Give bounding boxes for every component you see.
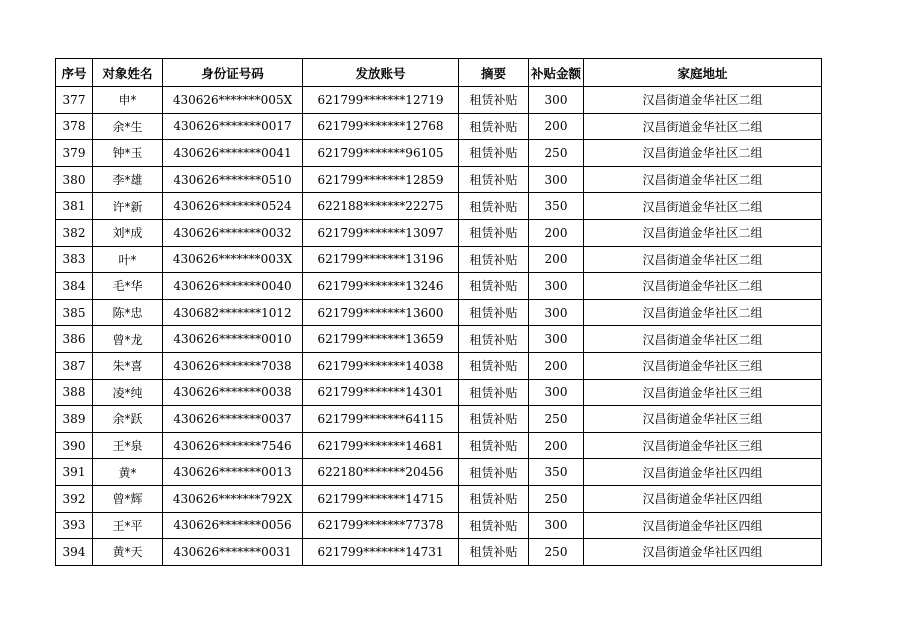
amount-cell: 200: [529, 352, 584, 379]
name-cell: 王*平: [93, 512, 163, 539]
amount-cell: 200: [529, 113, 584, 140]
amount-cell: 350: [529, 459, 584, 486]
seq-cell: 382: [56, 219, 93, 246]
summary-cell: 租赁补贴: [459, 406, 529, 433]
summary-cell: 租赁补贴: [459, 352, 529, 379]
seq-cell: 384: [56, 273, 93, 300]
header-cell-amount: 补贴金额: [529, 59, 584, 87]
address-cell: 汉昌街道金华社区二组: [584, 193, 822, 220]
amount-cell: 300: [529, 379, 584, 406]
address-cell: 汉昌街道金华社区二组: [584, 299, 822, 326]
account-cell: 621799*******13659: [303, 326, 459, 353]
account-cell: 621799*******12719: [303, 87, 459, 114]
seq-cell: 386: [56, 326, 93, 353]
account-cell: 621799*******14681: [303, 432, 459, 459]
id-number-cell: 430626*******0056: [163, 512, 303, 539]
table-row: [56, 459, 822, 486]
account-cell: 621799*******96105: [303, 140, 459, 167]
id-number-cell: 430626*******0524: [163, 193, 303, 220]
seq-cell: 389: [56, 406, 93, 433]
summary-cell: 租赁补贴: [459, 459, 529, 486]
account-cell: 621799*******13246: [303, 273, 459, 300]
header-cell-seq: 序号: [56, 59, 93, 87]
summary-cell: 租赁补贴: [459, 379, 529, 406]
id-number-cell: 430626*******0510: [163, 166, 303, 193]
account-cell: 621799*******13196: [303, 246, 459, 273]
name-cell: 曾*龙: [93, 326, 163, 353]
id-number-cell: 430626*******0041: [163, 140, 303, 167]
amount-cell: 300: [529, 326, 584, 353]
name-cell: 陈*忠: [93, 299, 163, 326]
name-cell: 王*泉: [93, 432, 163, 459]
amount-cell: 250: [529, 406, 584, 433]
address-cell: 汉昌街道金华社区四组: [584, 512, 822, 539]
table-row: [56, 379, 822, 406]
summary-cell: 租赁补贴: [459, 140, 529, 167]
amount-cell: 300: [529, 166, 584, 193]
address-cell: 汉昌街道金华社区三组: [584, 406, 822, 433]
address-cell: 汉昌街道金华社区二组: [584, 166, 822, 193]
summary-cell: 租赁补贴: [459, 432, 529, 459]
subsidy-table: [55, 58, 822, 566]
id-number-cell: 430682*******1012: [163, 299, 303, 326]
address-cell: 汉昌街道金华社区二组: [584, 246, 822, 273]
name-cell: 钟*玉: [93, 140, 163, 167]
seq-cell: 381: [56, 193, 93, 220]
table-row: [56, 299, 822, 326]
header-cell-address: 家庭地址: [584, 59, 822, 87]
id-number-cell: 430626*******003X: [163, 246, 303, 273]
seq-cell: 380: [56, 166, 93, 193]
seq-cell: 394: [56, 539, 93, 566]
seq-cell: 385: [56, 299, 93, 326]
name-cell: 凌*纯: [93, 379, 163, 406]
seq-cell: 392: [56, 485, 93, 512]
seq-cell: 378: [56, 113, 93, 140]
id-number-cell: 430626*******0010: [163, 326, 303, 353]
amount-cell: 300: [529, 273, 584, 300]
address-cell: 汉昌街道金华社区二组: [584, 219, 822, 246]
name-cell: 叶*: [93, 246, 163, 273]
account-cell: 622180*******20456: [303, 459, 459, 486]
amount-cell: 200: [529, 219, 584, 246]
table-row: [56, 512, 822, 539]
id-number-cell: 430626*******792X: [163, 485, 303, 512]
name-cell: 许*新: [93, 193, 163, 220]
id-number-cell: 430626*******0037: [163, 406, 303, 433]
summary-cell: 租赁补贴: [459, 193, 529, 220]
account-cell: 621799*******12859: [303, 166, 459, 193]
amount-cell: 300: [529, 299, 584, 326]
amount-cell: 350: [529, 193, 584, 220]
summary-cell: 租赁补贴: [459, 87, 529, 114]
header-cell-summary: 摘要: [459, 59, 529, 87]
address-cell: 汉昌街道金华社区四组: [584, 539, 822, 566]
id-number-cell: 430626*******7546: [163, 432, 303, 459]
table-row: [56, 273, 822, 300]
account-cell: 621799*******13600: [303, 299, 459, 326]
name-cell: 余*生: [93, 113, 163, 140]
summary-cell: 租赁补贴: [459, 166, 529, 193]
amount-cell: 300: [529, 87, 584, 114]
summary-cell: 租赁补贴: [459, 273, 529, 300]
account-cell: 621799*******77378: [303, 512, 459, 539]
id-number-cell: 430626*******0038: [163, 379, 303, 406]
account-cell: 621799*******14731: [303, 539, 459, 566]
name-cell: 刘*成: [93, 219, 163, 246]
amount-cell: 300: [529, 512, 584, 539]
name-cell: 余*跃: [93, 406, 163, 433]
seq-cell: 388: [56, 379, 93, 406]
table-row: [56, 166, 822, 193]
summary-cell: 租赁补贴: [459, 246, 529, 273]
table-row: [56, 326, 822, 353]
table-row: [56, 219, 822, 246]
table-body: [56, 87, 822, 566]
account-cell: 621799*******64115: [303, 406, 459, 433]
address-cell: 汉昌街道金华社区二组: [584, 113, 822, 140]
seq-cell: 377: [56, 87, 93, 114]
table-row: [56, 113, 822, 140]
header-cell-name: 对象姓名: [93, 59, 163, 87]
seq-cell: 379: [56, 140, 93, 167]
address-cell: 汉昌街道金华社区二组: [584, 326, 822, 353]
header-row: [56, 59, 822, 87]
name-cell: 曾*辉: [93, 485, 163, 512]
id-number-cell: 430626*******0031: [163, 539, 303, 566]
account-cell: 622188*******22275: [303, 193, 459, 220]
seq-cell: 387: [56, 352, 93, 379]
name-cell: 毛*华: [93, 273, 163, 300]
account-cell: 621799*******14301: [303, 379, 459, 406]
amount-cell: 250: [529, 485, 584, 512]
address-cell: 汉昌街道金华社区三组: [584, 352, 822, 379]
address-cell: 汉昌街道金华社区四组: [584, 459, 822, 486]
summary-cell: 租赁补贴: [459, 219, 529, 246]
account-cell: 621799*******13097: [303, 219, 459, 246]
account-cell: 621799*******14715: [303, 485, 459, 512]
address-cell: 汉昌街道金华社区三组: [584, 432, 822, 459]
summary-cell: 租赁补贴: [459, 299, 529, 326]
account-cell: 621799*******14038: [303, 352, 459, 379]
address-cell: 汉昌街道金华社区二组: [584, 87, 822, 114]
table-row: [56, 246, 822, 273]
table-row: [56, 87, 822, 114]
address-cell: 汉昌街道金华社区四组: [584, 485, 822, 512]
summary-cell: 租赁补贴: [459, 113, 529, 140]
id-number-cell: 430626*******0017: [163, 113, 303, 140]
table-row: [56, 485, 822, 512]
summary-cell: 租赁补贴: [459, 485, 529, 512]
id-number-cell: 430626*******0013: [163, 459, 303, 486]
summary-cell: 租赁补贴: [459, 512, 529, 539]
summary-cell: 租赁补贴: [459, 326, 529, 353]
id-number-cell: 430626*******005X: [163, 87, 303, 114]
table-row: [56, 539, 822, 566]
amount-cell: 250: [529, 539, 584, 566]
address-cell: 汉昌街道金华社区三组: [584, 379, 822, 406]
name-cell: 朱*喜: [93, 352, 163, 379]
seq-cell: 391: [56, 459, 93, 486]
name-cell: 李*雄: [93, 166, 163, 193]
header-cell-account: 发放账号: [303, 59, 459, 87]
header-cell-id-number: 身份证号码: [163, 59, 303, 87]
name-cell: 黄*: [93, 459, 163, 486]
name-cell: 黄*天: [93, 539, 163, 566]
table-row: [56, 352, 822, 379]
table-row: [56, 140, 822, 167]
seq-cell: 383: [56, 246, 93, 273]
amount-cell: 250: [529, 140, 584, 167]
seq-cell: 390: [56, 432, 93, 459]
address-cell: 汉昌街道金华社区二组: [584, 140, 822, 167]
id-number-cell: 430626*******0040: [163, 273, 303, 300]
id-number-cell: 430626*******0032: [163, 219, 303, 246]
table-row: [56, 432, 822, 459]
table-row: [56, 193, 822, 220]
amount-cell: 200: [529, 432, 584, 459]
id-number-cell: 430626*******7038: [163, 352, 303, 379]
seq-cell: 393: [56, 512, 93, 539]
address-cell: 汉昌街道金华社区二组: [584, 273, 822, 300]
name-cell: 申*: [93, 87, 163, 114]
summary-cell: 租赁补贴: [459, 539, 529, 566]
table-row: [56, 406, 822, 433]
account-cell: 621799*******12768: [303, 113, 459, 140]
amount-cell: 200: [529, 246, 584, 273]
